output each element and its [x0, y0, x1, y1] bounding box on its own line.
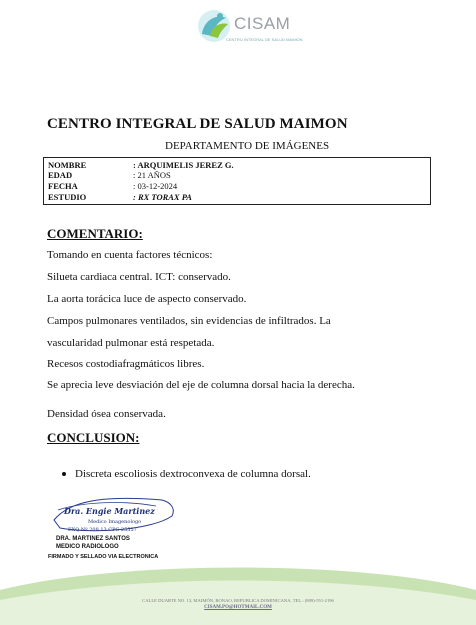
comment-line: Recesos costodiafragmáticos libres. [47, 358, 205, 370]
signer-block [56, 535, 130, 551]
footer-wave [0, 560, 476, 625]
comment-line: Silueta cardiaca central. ICT: conservado. [47, 271, 231, 283]
signer-title: MEDICO RADIOLOGO [56, 544, 119, 550]
logo-subtitle: CENTRO INTEGRAL DE SALUD MAIMON [226, 37, 303, 42]
patient-info-box [43, 157, 431, 205]
date-label: FECHA [48, 181, 78, 191]
name-value: : ARQUIMELIS JEREZ G. [133, 160, 234, 170]
comment-line: Campos pulmonares ventilados, sin evidencias de infiltrados. La [47, 315, 331, 327]
date-value: : 03-12-2024 [133, 181, 178, 191]
footer-email-link[interactable]: CISAM.PO@HOTMAIL.COM [204, 605, 272, 610]
comment-heading: COMENTARIO: [47, 226, 143, 241]
age-value: : 21 AÑOS [133, 170, 171, 180]
age-label: EDAD [48, 170, 73, 180]
conclusion-heading: CONCLUSION: [47, 430, 140, 445]
comment-line: La aorta torácica luce de aspecto conservado. [47, 293, 247, 305]
comment-line: Tomando en cuenta factores técnicos: [47, 249, 213, 261]
signature-note: FIRMADO Y SELLADO VIA ELECTRONICA [48, 554, 159, 560]
svg-text:EXQ Nº 208 13 CPC 25557: EXQ Nº 208 13 CPC 25557 [68, 527, 137, 533]
study-label: ESTUDIO [48, 192, 87, 202]
name-label: NOMBRE [48, 160, 87, 170]
comment-line: vascularidad pulmonar está respetada. [47, 337, 215, 349]
svg-text:Medico Imagenologo: Medico Imagenologo [88, 519, 142, 525]
svg-text:Dra. Engie Martinez: Dra. Engie Martinez [64, 506, 155, 516]
page-title: CENTRO INTEGRAL DE SALUD MAIMON [47, 116, 348, 132]
signature-stamp [52, 494, 182, 536]
footer-address: CALLE DUARTE NO. 13, MAIMÓN, BONAO, REPUBLICA DOMINICANA, TEL.: (809)-551-2196 [142, 598, 334, 603]
department-label: DEPARTAMENTO DE IMÁGENES [165, 140, 330, 152]
signer-name: DRA. MARTINEZ SANTOS [56, 536, 130, 542]
comment-line: Se aprecia leve desviación del eje de columna dorsal hacia la derecha. [47, 379, 355, 391]
bullet-icon [62, 472, 66, 476]
comment-line: Densidad ósea conservada. [47, 408, 166, 420]
study-value: : RX TORAX PA [133, 192, 192, 202]
conclusion-item: Discreta escoliosis dextroconvexa de columna dorsal. [75, 468, 311, 480]
logo-text: CISAM [234, 14, 291, 33]
